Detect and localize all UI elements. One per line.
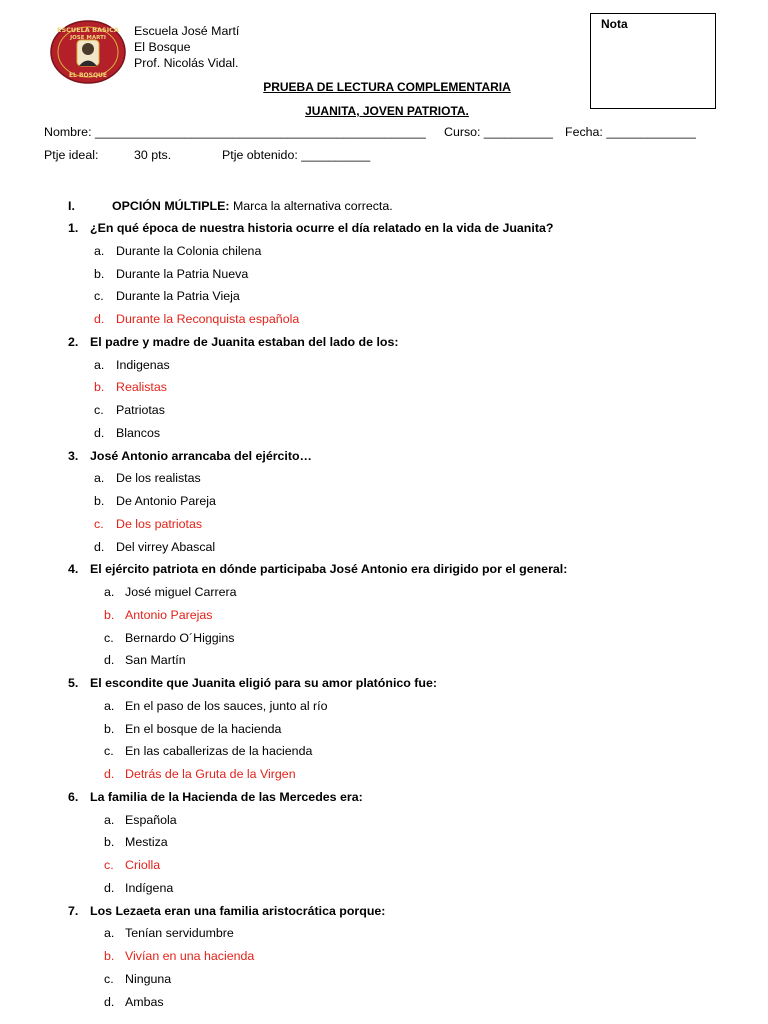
answer-option: Bernardo O´Higgins — [125, 630, 235, 645]
section-instruction: Marca la alternativa correcta. — [232, 199, 393, 213]
question-number: 3. — [68, 448, 79, 463]
answer-option: Patriotas — [116, 403, 165, 417]
correct-answer-option: Durante la Reconquista española — [116, 312, 300, 326]
question-text: La familia de la Hacienda de las Mercedes era: — [90, 789, 363, 804]
answer-option: Indigenas — [116, 357, 170, 372]
option-letter: d. — [94, 539, 105, 554]
correct-answer-option: Criolla — [125, 858, 161, 872]
option-letter: b. — [94, 380, 105, 395]
answer-option: Española — [125, 812, 177, 827]
question-text: El ejército patriota en dónde participaba José Antonio era dirigido por el general: — [90, 562, 568, 577]
school-logo — [50, 20, 126, 84]
answer-option: Durante la Patria Nueva — [116, 266, 249, 281]
question-text: El padre y madre de Juanita estaban del lado de los: — [90, 334, 399, 349]
obtained-score-field: Ptje obtenido: __________ — [222, 148, 371, 162]
school-place: El Bosque — [134, 40, 191, 54]
option-letter: d. — [104, 767, 115, 781]
test-title: PRUEBA DE LECTURA COMPLEMENTARIA — [263, 80, 511, 94]
question-text: ¿En qué época de nuestra historia ocurre el día relatado en la vida de Juanita? — [90, 221, 554, 235]
option-letter: a. — [94, 471, 105, 486]
option-letter: a. — [94, 243, 105, 258]
answer-option: Indígena — [125, 880, 174, 895]
option-letter: c. — [94, 289, 104, 304]
answer-option: Ambas — [125, 994, 164, 1009]
section-title: OPCIÓN MÚLTIPLE: — [112, 199, 230, 213]
question-number: 5. — [68, 676, 79, 690]
answer-option: En el paso de los sauces, junto al río — [125, 698, 328, 713]
correct-answer-option: De los patriotas — [116, 516, 203, 531]
correct-answer-option: Antonio Parejas — [125, 607, 213, 622]
option-letter: d. — [104, 880, 115, 895]
grade-box — [590, 13, 716, 109]
course-field: Curso: __________ — [444, 125, 553, 139]
answer-option: Blancos — [116, 425, 161, 440]
ideal-score-value: 30 pts. — [134, 148, 172, 162]
option-letter: a. — [94, 357, 105, 372]
section-heading — [112, 199, 393, 213]
grade-label: Nota — [601, 17, 628, 31]
answer-option: Mestiza — [125, 835, 168, 850]
option-letter: b. — [94, 266, 105, 281]
option-letter: c. — [94, 516, 104, 531]
question-text: Los Lezaeta eran una familia aristocrática porque: — [90, 903, 386, 918]
option-letter: a. — [104, 585, 115, 599]
option-letter: d. — [104, 994, 115, 1009]
name-field: Nombre: ________________________________________________ — [44, 125, 426, 139]
book-title: JUANITA, JOVEN PATRIOTA. — [305, 104, 469, 118]
correct-answer-option: Detrás de la Gruta de la Virgen — [125, 767, 296, 781]
option-letter: d. — [104, 653, 115, 668]
answer-option: Durante la Colonia chilena — [116, 243, 262, 258]
option-letter: b. — [94, 494, 105, 508]
date-field: Fecha: _____________ — [565, 125, 696, 139]
answer-option: San Martín — [125, 653, 186, 668]
option-letter: b. — [104, 607, 115, 622]
answer-option: Del virrey Abascal — [116, 539, 216, 554]
answer-option: En el bosque de la hacienda — [125, 721, 282, 736]
question-number: 2. — [68, 334, 79, 349]
correct-answer-option: Realistas — [116, 380, 167, 395]
option-letter: d. — [94, 425, 105, 440]
option-letter: b. — [104, 835, 115, 850]
school-name: Escuela José Martí — [134, 24, 240, 38]
ideal-score-label: Ptje ideal: — [44, 148, 99, 162]
option-letter: c. — [104, 630, 114, 645]
option-letter: a. — [104, 812, 115, 827]
question-number: 7. — [68, 903, 79, 918]
answer-option: Tenían servidumbre — [125, 926, 234, 941]
option-letter: c. — [104, 858, 114, 872]
option-letter: c. — [104, 744, 114, 759]
logo-name-text: JOSE MARTI — [70, 35, 106, 41]
correct-answer-option: Vivían en una hacienda — [125, 949, 255, 963]
option-letter: c. — [104, 971, 114, 986]
answer-option: De Antonio Pareja — [116, 494, 216, 508]
question-text: El escondite que Juanita eligió para su amor platónico fue: — [90, 676, 438, 690]
answer-option: Ninguna — [125, 971, 172, 986]
section-number: I. — [68, 199, 75, 213]
option-letter: c. — [94, 403, 104, 417]
answer-option: De los realistas — [116, 471, 201, 486]
option-letter: a. — [104, 698, 115, 713]
question-number: 4. — [68, 562, 79, 577]
answer-option: Durante la Patria Vieja — [116, 289, 240, 304]
option-letter: b. — [104, 721, 115, 736]
option-letter: d. — [94, 312, 105, 326]
answer-option: José miguel Carrera — [125, 585, 237, 599]
question-number: 1. — [68, 221, 79, 235]
logo-top-text: ESCUELA BASICA — [57, 26, 119, 34]
question-number: 6. — [68, 789, 79, 804]
question-text: José Antonio arrancaba del ejército… — [90, 448, 312, 463]
teacher-name: Prof. Nicolás Vidal. — [134, 56, 239, 70]
option-letter: a. — [104, 926, 115, 941]
option-letter: b. — [104, 949, 115, 963]
answer-option: En las caballerizas de la hacienda — [125, 744, 313, 759]
logo-bottom-text: EL BOSQUE — [68, 72, 108, 79]
